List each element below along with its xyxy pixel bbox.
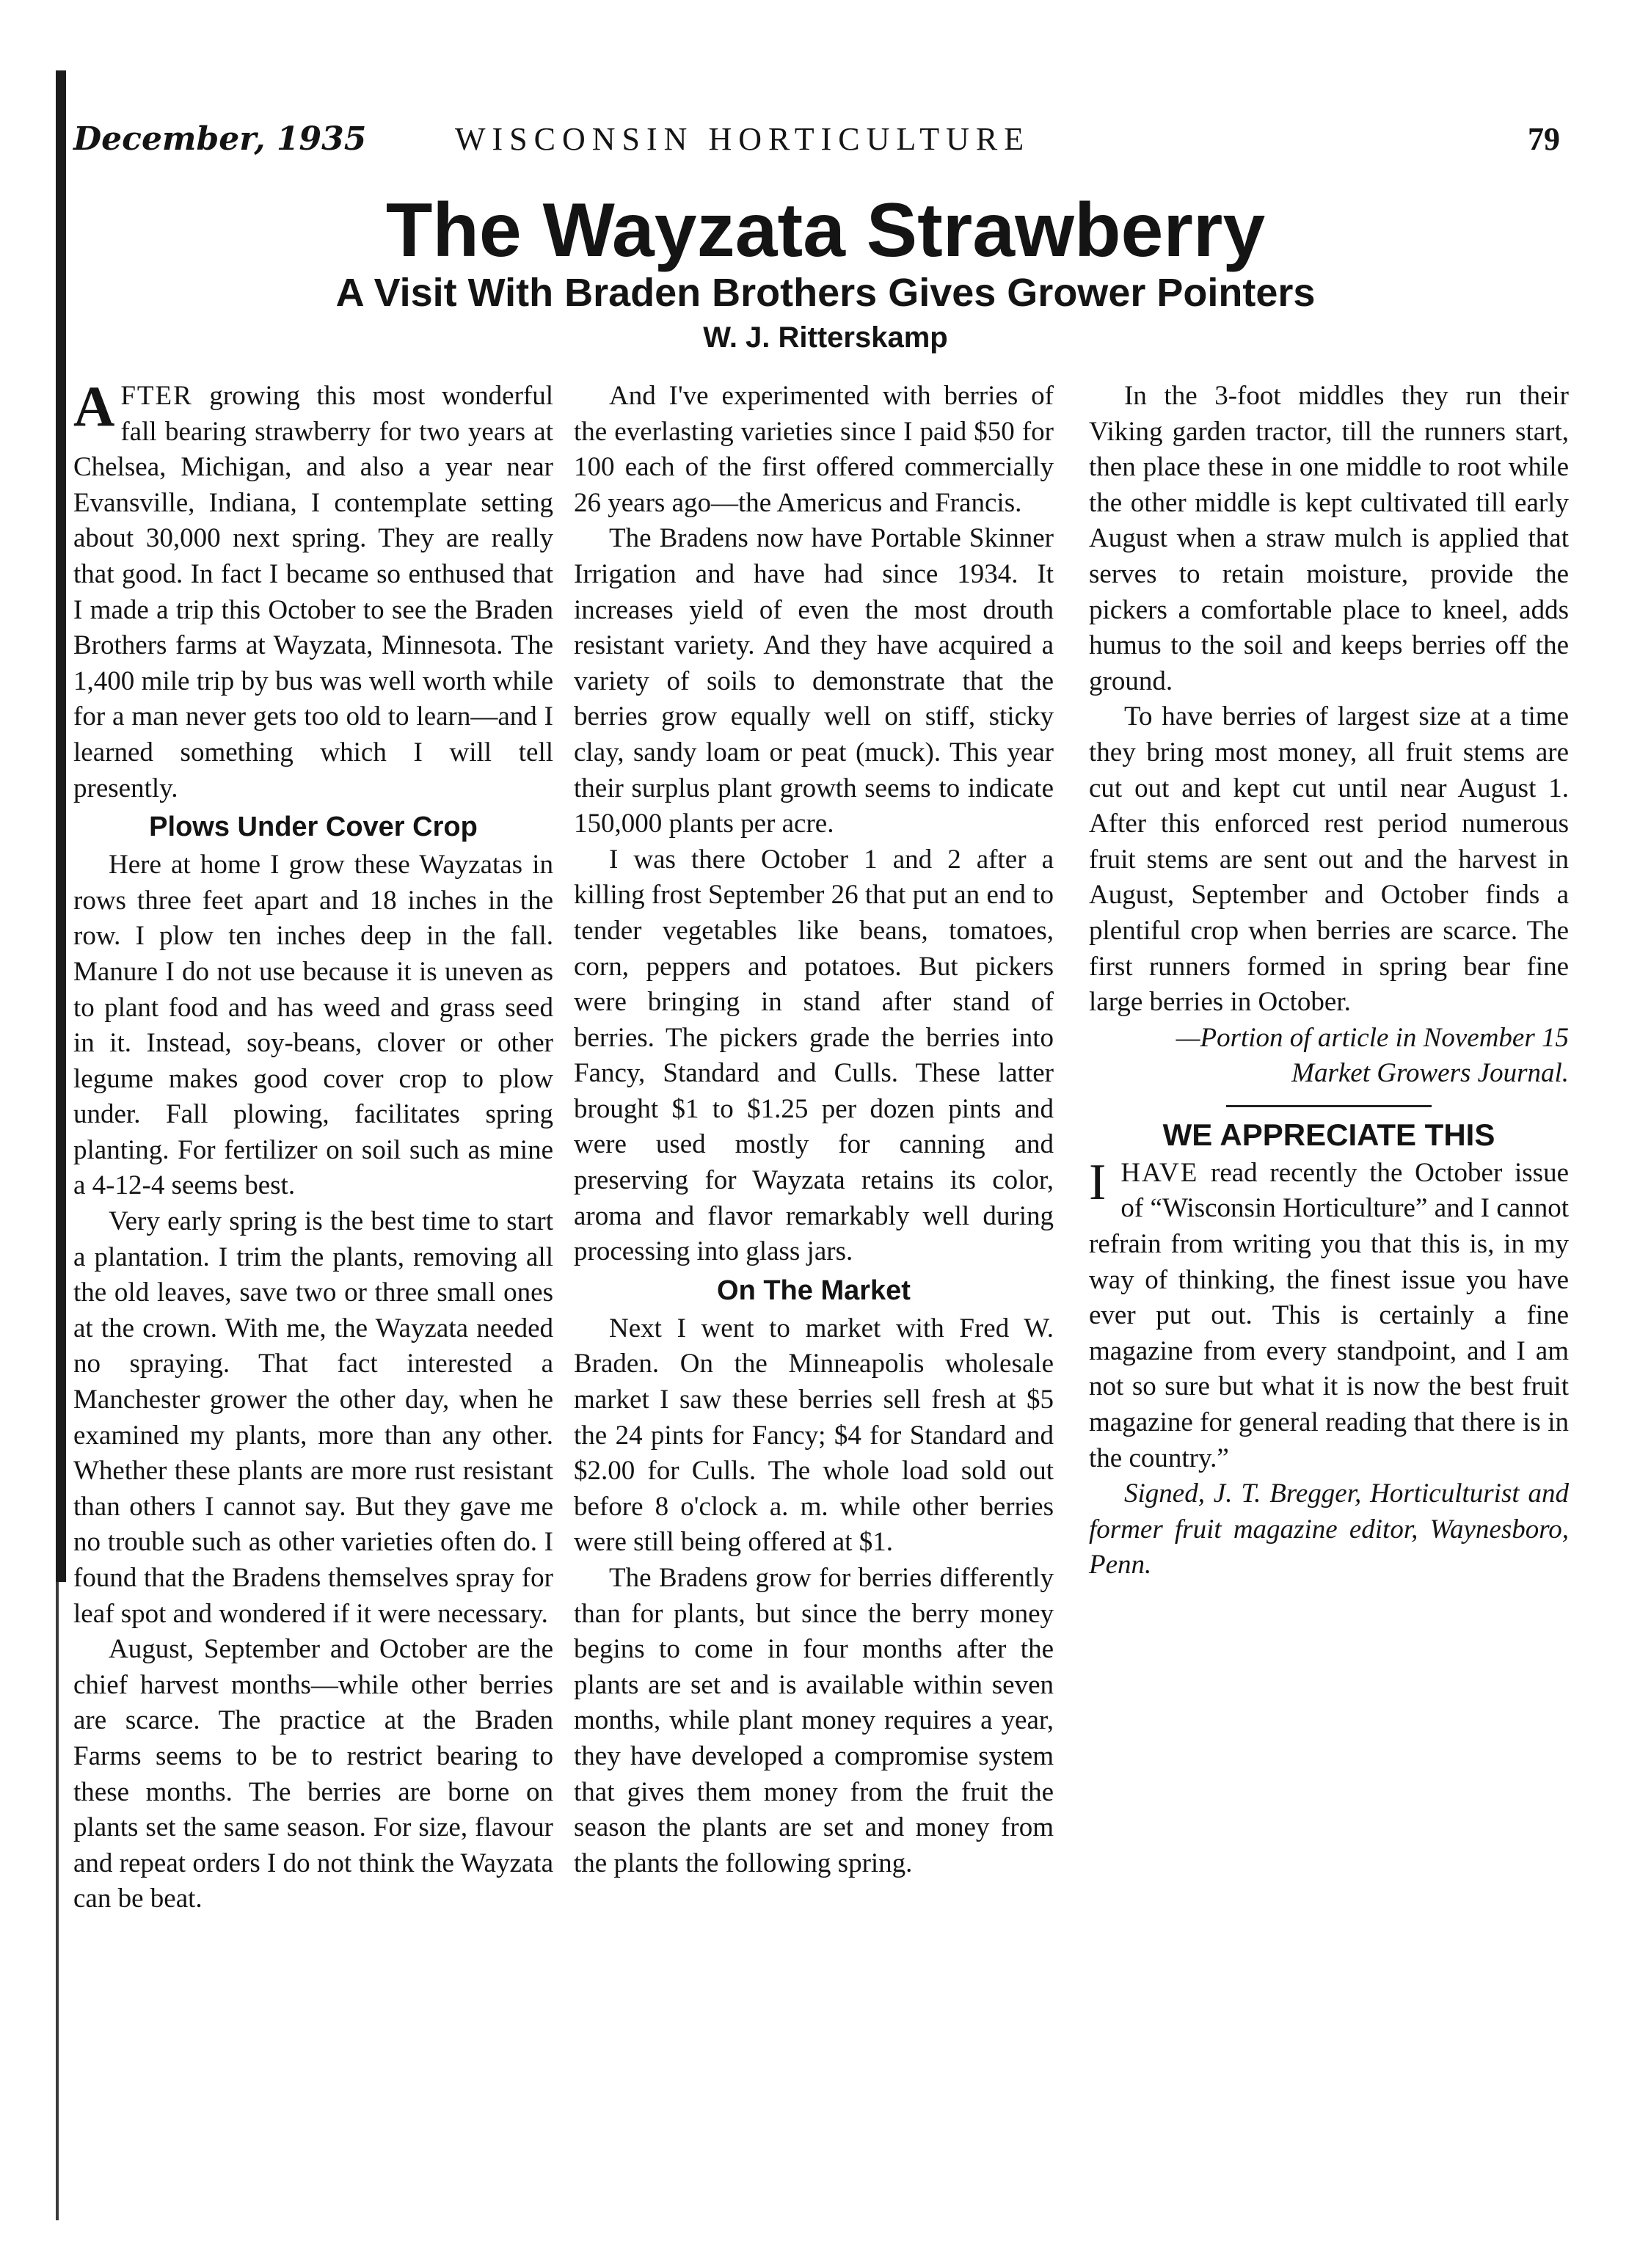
paragraph-text: read recently the October issue of “Wisconsin Horticulture” and I cannot refrain from writing you that this is, in my way of thinking, the finest issue you have ever put out. This is certainly a fine magazine from every standpoint, and I am not so sure but what it is now the best fruit magazine for general reading that there is in the country.” bbox=[1089, 1157, 1569, 1473]
paragraph: And I've experimented with berries of the everlasting varieties since I paid $50 for 100 each of the first offered commercially 26 years ago—the Americus and Francis. bbox=[574, 381, 1054, 518]
drop-cap: I bbox=[1089, 1153, 1107, 1211]
paragraph-text: growing this most wonderful fall bearing strawberry for two years at Chelsea, Michigan, and also a year near Evansville, Indiana, I contemplate setting about 30,000 next spring. They are really that good. In fact I became so enthused that I made a trip this October to see the Braden Brothers farms at Wayzata, Minnesota. The 1,400 mile trip by bus was well worth while for a man never gets too old to learn—and I learned something which I will tell presently. bbox=[73, 381, 553, 803]
page-binding-edge-lower bbox=[56, 1582, 59, 2220]
lead-in-caps: FTER bbox=[120, 381, 193, 411]
column-3 bbox=[1089, 379, 1569, 1583]
source-credit: —Portion of article in November 15 Market Growers Journal. bbox=[1176, 1022, 1569, 1089]
section-heading: Plows Under Cover Crop bbox=[149, 812, 478, 843]
paragraph: To have berries of largest size at a time they bring most money, all fruit stems are cut out and kept cut until near August 1. After this enforced rest period numerous fruit stems are sent out and the harvest in August, September and October finds a plentiful crop when berries are scarce. The first runners formed in spring bear fine large berries in October. bbox=[1089, 701, 1569, 1018]
paragraph: August, September and October are the chief harvest months—while other berries are scarce. The practice at the Braden Farms seems to be to restrict bearing to these months. The berries are borne on plants set the same season. For size, flavour and repeat orders I do not think the Wayzata can be beat. bbox=[73, 1634, 553, 1914]
sidebar-signature: Signed, J. T. Bregger, Horticulturist and former fruit magazine editor, Waynesboro, Penn. bbox=[1089, 1478, 1569, 1580]
running-header bbox=[0, 120, 1651, 164]
publication-name: WISCONSIN HORTICULTURE bbox=[455, 121, 1031, 157]
issue-date: December, 1935 bbox=[73, 120, 367, 158]
paragraph: The Bradens now have Portable Skinner Irrigation and have had since 1934. It increases yield of even the most drouth resistant variety. And they have acquired a variety of soils to demonstrate that the berries grow equally well on stiff, sticky clay, sandy loam or peat (muck). This year their surplus plant growth seems to indicate 150,000 plants per acre. bbox=[574, 523, 1054, 839]
column-2 bbox=[574, 379, 1054, 1881]
paragraph: Next I went to market with Fred W. Braden. On the Minneapolis wholesale market I saw these berries sell fresh at $5 the 24 pints for Fancy; $4 for Standard and $2.00 for Culls. The whole load sold out before 8 o'clock a. m. while other berries were still being offered at $1. bbox=[574, 1313, 1054, 1558]
article-title: The Wayzata Strawberry bbox=[385, 188, 1266, 273]
paragraph: I was there October 1 and 2 after a killing frost September 26 that put an end to tender vegetables like beans, tomatoes, corn, peppers and potatoes. But pickers were bringing in stand after stand of berries. The pickers grade the berries into Fancy, Standard and Culls. These latter brought $1 to $1.25 per dozen pints and were used mostly for canning and preserving for Wayzata retains its color, aroma and flavor remarkably well during processing into glass jars. bbox=[574, 844, 1054, 1267]
drop-cap: A bbox=[73, 374, 115, 438]
sidebar-heading: WE APPRECIATE THIS bbox=[1162, 1117, 1495, 1152]
paragraph: The Bradens grow for berries differently than for plants, but since the berry money begins to come in four months after the plants are set and is available within seven months, while plant money requires a year, they have developed a compromise system that gives them money from the fruit the season the plants are set and money from the plants the following spring. bbox=[574, 1563, 1054, 1878]
divider-rule bbox=[1226, 1105, 1432, 1107]
section-heading: On The Market bbox=[717, 1275, 911, 1306]
paragraph: In the 3-foot middles they run their Viking garden tractor, till the runners start, then place these in one middle to root while the other middle is kept cultivated till early August when a straw mulch is applied that serves to retain moisture, provide the pickers a comfortable place to kneel, adds humus to the soil and keeps berries off the ground. bbox=[1089, 381, 1569, 696]
paragraph: Here at home I grow these Wayzatas in rows three feet apart and 18 inches in the row. I plow ten inches deep in the fall. Manure I do not use because it is uneven as to plant food and has weed and grass seed in it. Instead, soy-beans, clover or other legume makes good cover crop to plow under. Fall plowing, facilitates spring planting. For fertilizer on soil such as mine a 4-12-4 seems best. bbox=[73, 850, 553, 1201]
sidebar-paragraph bbox=[1089, 1153, 1569, 1476]
lead-in-caps: HAVE bbox=[1120, 1157, 1199, 1188]
column-1 bbox=[73, 374, 553, 1917]
paragraph bbox=[73, 374, 553, 806]
paragraph: Very early spring is the best time to start a plantation. I trim the plants, removing all the old leaves, save two or three small ones at the crown. With me, the Wayzata needed no spraying. That fact interested a Manchester grower the other day, when he examined my plants, more than any other. Whether these plants are more rust resistant than others I cannot say. But they gave me no trouble such as other varieties often do. I found that the Bradens themselves spray for leaf spot and wondered if it were necessary. bbox=[73, 1206, 553, 1629]
page-number: 79 bbox=[1528, 121, 1560, 157]
article-subtitle: A Visit With Braden Brothers Gives Grower Pointers bbox=[335, 271, 1316, 315]
article-author: W. J. Ritterskamp bbox=[703, 321, 948, 354]
